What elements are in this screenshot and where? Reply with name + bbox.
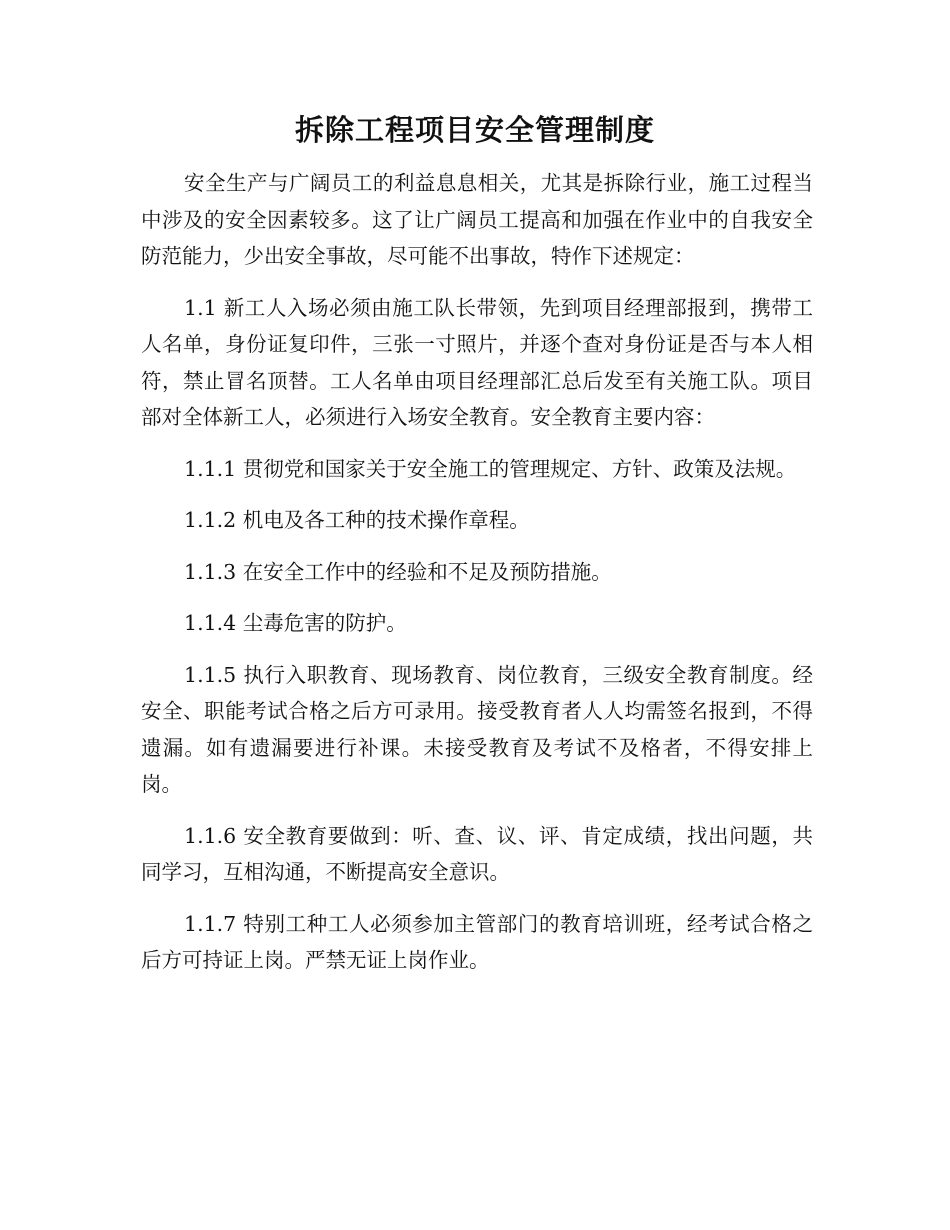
paragraph-1-1-1: 1.1.1 贯彻党和国家关于安全施工的管理规定、方针、政策及法规。 (184, 456, 797, 481)
paragraph-1-1-2: 1.1.2 机电及各工种的技术操作章程。 (184, 508, 530, 532)
paragraph-1-1-7: 1.1.7 特别工种工人必须参加主管部门的教育培训班，经考试合格之后方可持证上岗。严禁无证上岗作业。 (141, 911, 813, 972)
paragraph-1-1-4: 1.1.4 尘毒危害的防护。 (184, 611, 407, 635)
document-body (141, 165, 813, 979)
paragraph-1-1: 1.1 新工人入场必须由施工队长带领，先到项目经理部报到，携带工人名单，身份证复印件，三张一寸照片，并逐个查对身份证是否与本人相符，禁止冒名顶替。工人名单由项目经理部汇总后发至有关施工队。项目部对全体新工人，必须进行入场安全教育。安全教育主要内容： (141, 295, 813, 429)
paragraph-intro: 安全生产与广阔员工的利益息息相关，尤其是拆除行业，施工过程当中涉及的安全因素较多。这了让广阔员工提高和加强在作业中的自我安全防范能力，少出安全事故，尽可能不出事故，特作下述规定： (141, 171, 813, 268)
paragraph-1-1-3: 1.1.3 在安全工作中的经验和不足及预防措施。 (184, 559, 612, 584)
paragraph-1-1-6: 1.1.6 安全教育要做到：听、查、议、评、肯定成绩，找出问题，共同学习，互相沟通，不断提高安全意识。 (141, 823, 813, 884)
paragraph-1-1-5: 1.1.5 执行入职教育、现场教育、岗位教育，三级安全教育制度。经安全、职能考试合格之后方可录用。接受教育者人人均需签名报到，不得遗漏。如有遗漏要进行补课。未接受教育及考试不及格者，不得安排上岗。 (141, 662, 813, 796)
document-title: 拆除工程项目安全管理制度 (294, 113, 655, 147)
